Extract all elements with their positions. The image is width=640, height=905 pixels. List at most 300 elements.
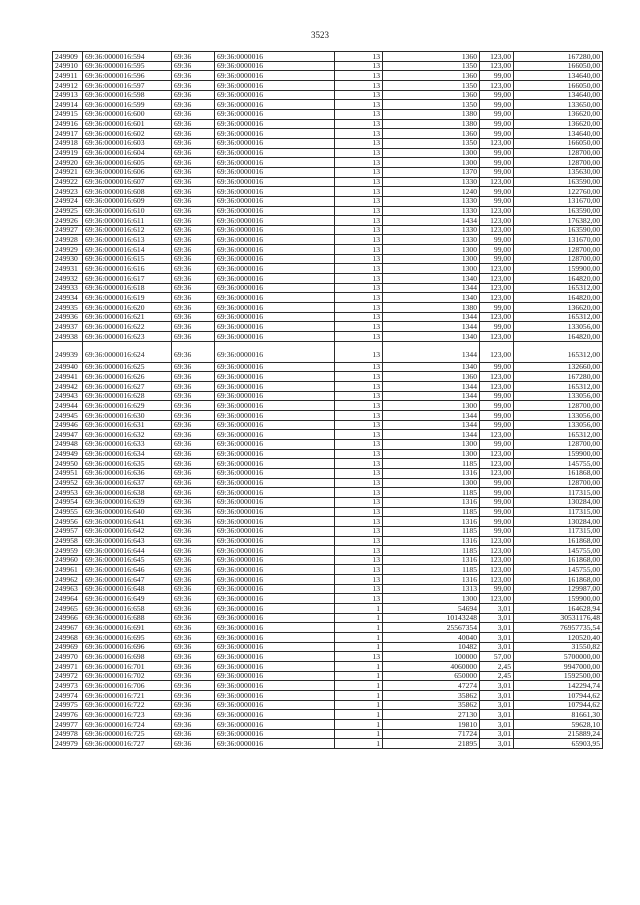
row-number-cell: 249977 bbox=[53, 719, 83, 729]
cadastral-value-cell: 122760,00 bbox=[514, 187, 603, 197]
row-number-cell: 249958 bbox=[53, 536, 83, 546]
area-cell: 1340 bbox=[383, 332, 480, 342]
cadastral-value-cell: 166050,00 bbox=[514, 61, 603, 71]
cadastral-quarter-cell: 69:36:0000016 bbox=[215, 623, 335, 633]
unit-value-cell: 123,00 bbox=[480, 594, 514, 604]
zone-number-cell: 1 bbox=[335, 691, 383, 701]
row-number-cell: 249924 bbox=[53, 196, 83, 206]
area-cell: 1313 bbox=[383, 584, 480, 594]
row-number-cell: 249948 bbox=[53, 439, 83, 449]
cadastral-value-cell: 166050,00 bbox=[514, 80, 603, 90]
unit-value-cell: 99,00 bbox=[480, 488, 514, 498]
unit-value-cell: 123,00 bbox=[480, 80, 514, 90]
table-row bbox=[53, 401, 603, 411]
cadastral-quarter-cell: 69:36:0000016 bbox=[215, 341, 335, 362]
area-cell: 1350 bbox=[383, 80, 480, 90]
cadastral-quarter-cell: 69:36:0000016 bbox=[215, 71, 335, 81]
unit-value-cell: 99,00 bbox=[480, 187, 514, 197]
cadastral-value-cell: 161868,00 bbox=[514, 575, 603, 585]
unit-value-cell: 123,00 bbox=[480, 206, 514, 216]
district-code-cell: 69:36 bbox=[172, 158, 215, 168]
zone-number-cell: 1 bbox=[335, 671, 383, 681]
row-number-cell: 249932 bbox=[53, 274, 83, 284]
zone-number-cell: 13 bbox=[335, 449, 383, 459]
cadastral-quarter-cell: 69:36:0000016 bbox=[215, 439, 335, 449]
cadastral-value-cell: 161868,00 bbox=[514, 555, 603, 565]
table-row bbox=[53, 254, 603, 264]
zone-number-cell: 13 bbox=[335, 526, 383, 536]
zone-number-cell: 13 bbox=[335, 264, 383, 274]
cadastral-number-cell: 69:36:0000016:624 bbox=[83, 341, 172, 362]
row-number-cell: 249930 bbox=[53, 254, 83, 264]
cadastral-number-cell: 69:36:0000016:600 bbox=[83, 109, 172, 119]
cadastral-number-cell: 69:36:0000016:631 bbox=[83, 420, 172, 430]
area-cell: 1316 bbox=[383, 536, 480, 546]
district-code-cell: 69:36 bbox=[172, 245, 215, 255]
row-number-cell: 249928 bbox=[53, 235, 83, 245]
district-code-cell: 69:36 bbox=[172, 100, 215, 110]
unit-value-cell: 123,00 bbox=[480, 216, 514, 226]
unit-value-cell: 99,00 bbox=[480, 517, 514, 527]
district-code-cell: 69:36 bbox=[172, 729, 215, 739]
cadastral-number-cell: 69:36:0000016:642 bbox=[83, 526, 172, 536]
zone-number-cell: 13 bbox=[335, 100, 383, 110]
zone-number-cell: 13 bbox=[335, 410, 383, 420]
area-cell: 1300 bbox=[383, 478, 480, 488]
table-row bbox=[53, 80, 603, 90]
table-row bbox=[53, 633, 603, 643]
unit-value-cell: 99,00 bbox=[480, 119, 514, 129]
cadastral-number-cell: 69:36:0000016:636 bbox=[83, 468, 172, 478]
zone-number-cell: 13 bbox=[335, 420, 383, 430]
cadastral-quarter-cell: 69:36:0000016 bbox=[215, 322, 335, 332]
cadastral-number-cell: 69:36:0000016:701 bbox=[83, 662, 172, 672]
row-number-cell: 249964 bbox=[53, 594, 83, 604]
unit-value-cell: 99,00 bbox=[480, 526, 514, 536]
cadastral-number-cell: 69:36:0000016:623 bbox=[83, 332, 172, 342]
cadastral-number-cell: 69:36:0000016:612 bbox=[83, 225, 172, 235]
cadastral-quarter-cell: 69:36:0000016 bbox=[215, 129, 335, 139]
cadastral-quarter-cell: 69:36:0000016 bbox=[215, 642, 335, 652]
cadastral-value-cell: 145755,00 bbox=[514, 565, 603, 575]
table-row bbox=[53, 264, 603, 274]
cadastral-value-cell: 128700,00 bbox=[514, 439, 603, 449]
unit-value-cell: 123,00 bbox=[480, 312, 514, 322]
cadastral-number-cell: 69:36:0000016:691 bbox=[83, 623, 172, 633]
cadastral-quarter-cell: 69:36:0000016 bbox=[215, 52, 335, 62]
cadastral-value-cell: 167280,00 bbox=[514, 52, 603, 62]
cadastral-quarter-cell: 69:36:0000016 bbox=[215, 206, 335, 216]
unit-value-cell: 99,00 bbox=[480, 478, 514, 488]
cadastral-quarter-cell: 69:36:0000016 bbox=[215, 430, 335, 440]
district-code-cell: 69:36 bbox=[172, 187, 215, 197]
cadastral-quarter-cell: 69:36:0000016 bbox=[215, 633, 335, 643]
cadastral-quarter-cell: 69:36:0000016 bbox=[215, 158, 335, 168]
cadastral-quarter-cell: 69:36:0000016 bbox=[215, 225, 335, 235]
zone-number-cell: 1 bbox=[335, 633, 383, 643]
unit-value-cell: 99,00 bbox=[480, 322, 514, 332]
cadastral-quarter-cell: 69:36:0000016 bbox=[215, 332, 335, 342]
district-code-cell: 69:36 bbox=[172, 565, 215, 575]
cadastral-value-cell: 163590,00 bbox=[514, 206, 603, 216]
table-row bbox=[53, 526, 603, 536]
area-cell: 1360 bbox=[383, 90, 480, 100]
area-cell: 100000 bbox=[383, 652, 480, 662]
cadastral-quarter-cell: 69:36:0000016 bbox=[215, 497, 335, 507]
row-number-cell: 249929 bbox=[53, 245, 83, 255]
row-number-cell: 249941 bbox=[53, 372, 83, 382]
cadastral-number-cell: 69:36:0000016:597 bbox=[83, 80, 172, 90]
cadastral-value-cell: 129987,00 bbox=[514, 584, 603, 594]
zone-number-cell: 13 bbox=[335, 254, 383, 264]
area-cell: 1330 bbox=[383, 177, 480, 187]
unit-value-cell: 123,00 bbox=[480, 575, 514, 585]
district-code-cell: 69:36 bbox=[172, 642, 215, 652]
cadastral-value-cell: 161868,00 bbox=[514, 468, 603, 478]
row-number-cell: 249935 bbox=[53, 303, 83, 313]
district-code-cell: 69:36 bbox=[172, 196, 215, 206]
unit-value-cell: 3,01 bbox=[480, 681, 514, 691]
table-row bbox=[53, 293, 603, 303]
district-code-cell: 69:36 bbox=[172, 449, 215, 459]
table-row bbox=[53, 119, 603, 129]
cadastral-number-cell: 69:36:0000016:648 bbox=[83, 584, 172, 594]
cadastral-value-cell: 159900,00 bbox=[514, 264, 603, 274]
cadastral-quarter-cell: 69:36:0000016 bbox=[215, 710, 335, 720]
area-cell: 1344 bbox=[383, 283, 480, 293]
cadastral-number-cell: 69:36:0000016:626 bbox=[83, 372, 172, 382]
zone-number-cell: 13 bbox=[335, 148, 383, 158]
cadastral-number-cell: 69:36:0000016:614 bbox=[83, 245, 172, 255]
zone-number-cell: 1 bbox=[335, 613, 383, 623]
table-row bbox=[53, 382, 603, 392]
cadastral-quarter-cell: 69:36:0000016 bbox=[215, 488, 335, 498]
table-row bbox=[53, 177, 603, 187]
district-code-cell: 69:36 bbox=[172, 488, 215, 498]
cadastral-number-cell: 69:36:0000016:645 bbox=[83, 555, 172, 565]
cadastral-number-cell: 69:36:0000016:606 bbox=[83, 167, 172, 177]
area-cell: 1185 bbox=[383, 488, 480, 498]
cadastral-number-cell: 69:36:0000016:622 bbox=[83, 322, 172, 332]
cadastral-number-cell: 69:36:0000016:625 bbox=[83, 362, 172, 372]
table-row bbox=[53, 341, 603, 362]
cadastral-value-cell: 136620,00 bbox=[514, 119, 603, 129]
table-row bbox=[53, 536, 603, 546]
zone-number-cell: 13 bbox=[335, 235, 383, 245]
row-number-cell: 249967 bbox=[53, 623, 83, 633]
cadastral-quarter-cell: 69:36:0000016 bbox=[215, 138, 335, 148]
table-row bbox=[53, 225, 603, 235]
unit-value-cell: 123,00 bbox=[480, 332, 514, 342]
district-code-cell: 69:36 bbox=[172, 372, 215, 382]
cadastral-quarter-cell: 69:36:0000016 bbox=[215, 594, 335, 604]
zone-number-cell: 13 bbox=[335, 71, 383, 81]
area-cell: 1330 bbox=[383, 196, 480, 206]
zone-number-cell: 13 bbox=[335, 362, 383, 372]
table-row bbox=[53, 459, 603, 469]
zone-number-cell: 13 bbox=[335, 129, 383, 139]
zone-number-cell: 13 bbox=[335, 158, 383, 168]
cadastral-number-cell: 69:36:0000016:634 bbox=[83, 449, 172, 459]
area-cell: 1340 bbox=[383, 293, 480, 303]
area-cell: 1316 bbox=[383, 468, 480, 478]
unit-value-cell: 3,01 bbox=[480, 613, 514, 623]
cadastral-number-cell: 69:36:0000016:621 bbox=[83, 312, 172, 322]
zone-number-cell: 13 bbox=[335, 109, 383, 119]
district-code-cell: 69:36 bbox=[172, 90, 215, 100]
table-row bbox=[53, 739, 603, 749]
district-code-cell: 69:36 bbox=[172, 332, 215, 342]
unit-value-cell: 3,01 bbox=[480, 633, 514, 643]
unit-value-cell: 123,00 bbox=[480, 61, 514, 71]
area-cell: 1350 bbox=[383, 61, 480, 71]
unit-value-cell: 123,00 bbox=[480, 225, 514, 235]
cadastral-value-cell: 117315,00 bbox=[514, 507, 603, 517]
area-cell: 1300 bbox=[383, 148, 480, 158]
unit-value-cell: 123,00 bbox=[480, 459, 514, 469]
area-cell: 1300 bbox=[383, 439, 480, 449]
cadastral-number-cell: 69:36:0000016:638 bbox=[83, 488, 172, 498]
zone-number-cell: 13 bbox=[335, 332, 383, 342]
district-code-cell: 69:36 bbox=[172, 662, 215, 672]
district-code-cell: 69:36 bbox=[172, 52, 215, 62]
zone-number-cell: 13 bbox=[335, 274, 383, 284]
unit-value-cell: 99,00 bbox=[480, 507, 514, 517]
unit-value-cell: 123,00 bbox=[480, 468, 514, 478]
cadastral-number-cell: 69:36:0000016:617 bbox=[83, 274, 172, 284]
cadastral-number-cell: 69:36:0000016:721 bbox=[83, 691, 172, 701]
cadastral-number-cell: 69:36:0000016:643 bbox=[83, 536, 172, 546]
table-row bbox=[53, 671, 603, 681]
cadastral-number-cell: 69:36:0000016:605 bbox=[83, 158, 172, 168]
cadastral-number-cell: 69:36:0000016:608 bbox=[83, 187, 172, 197]
cadastral-value-cell: 165312,00 bbox=[514, 312, 603, 322]
district-code-cell: 69:36 bbox=[172, 322, 215, 332]
cadastral-quarter-cell: 69:36:0000016 bbox=[215, 565, 335, 575]
table-row bbox=[53, 681, 603, 691]
table-row bbox=[53, 642, 603, 652]
zone-number-cell: 13 bbox=[335, 80, 383, 90]
cadastral-number-cell: 69:36:0000016:633 bbox=[83, 439, 172, 449]
cadastral-quarter-cell: 69:36:0000016 bbox=[215, 391, 335, 401]
area-cell: 1185 bbox=[383, 526, 480, 536]
district-code-cell: 69:36 bbox=[172, 546, 215, 556]
cadastral-quarter-cell: 69:36:0000016 bbox=[215, 119, 335, 129]
cadastral-number-cell: 69:36:0000016:609 bbox=[83, 196, 172, 206]
district-code-cell: 69:36 bbox=[172, 555, 215, 565]
district-code-cell: 69:36 bbox=[172, 235, 215, 245]
area-cell: 1330 bbox=[383, 225, 480, 235]
cadastral-quarter-cell: 69:36:0000016 bbox=[215, 235, 335, 245]
unit-value-cell: 3,01 bbox=[480, 729, 514, 739]
cadastral-quarter-cell: 69:36:0000016 bbox=[215, 739, 335, 749]
table-row bbox=[53, 420, 603, 430]
area-cell: 1380 bbox=[383, 119, 480, 129]
cadastral-value-cell: 128700,00 bbox=[514, 254, 603, 264]
page-number: 3523 bbox=[311, 30, 329, 40]
cadastral-value-cell: 165312,00 bbox=[514, 341, 603, 362]
area-cell: 47274 bbox=[383, 681, 480, 691]
area-cell: 1344 bbox=[383, 312, 480, 322]
unit-value-cell: 99,00 bbox=[480, 391, 514, 401]
cadastral-quarter-cell: 69:36:0000016 bbox=[215, 719, 335, 729]
row-number-cell: 249938 bbox=[53, 332, 83, 342]
district-code-cell: 69:36 bbox=[172, 517, 215, 527]
cadastral-number-cell: 69:36:0000016:596 bbox=[83, 71, 172, 81]
unit-value-cell: 3,01 bbox=[480, 719, 514, 729]
zone-number-cell: 13 bbox=[335, 507, 383, 517]
cadastral-value-cell: 131670,00 bbox=[514, 235, 603, 245]
cadastral-number-cell: 69:36:0000016:616 bbox=[83, 264, 172, 274]
cadastral-value-cell: 128700,00 bbox=[514, 158, 603, 168]
district-code-cell: 69:36 bbox=[172, 681, 215, 691]
cadastral-number-cell: 69:36:0000016:646 bbox=[83, 565, 172, 575]
cadastral-value-cell: 133056,00 bbox=[514, 391, 603, 401]
cadastral-number-cell: 69:36:0000016:618 bbox=[83, 283, 172, 293]
cadastral-number-cell: 69:36:0000016:658 bbox=[83, 604, 172, 614]
unit-value-cell: 99,00 bbox=[480, 497, 514, 507]
zone-number-cell: 1 bbox=[335, 623, 383, 633]
table-row bbox=[53, 604, 603, 614]
cadastral-number-cell: 69:36:0000016:611 bbox=[83, 216, 172, 226]
zone-number-cell: 13 bbox=[335, 206, 383, 216]
cadastral-value-cell: 166050,00 bbox=[514, 138, 603, 148]
cadastral-quarter-cell: 69:36:0000016 bbox=[215, 80, 335, 90]
row-number-cell: 249962 bbox=[53, 575, 83, 585]
table-row bbox=[53, 148, 603, 158]
cadastral-value-cell: 145755,00 bbox=[514, 459, 603, 469]
zone-number-cell: 13 bbox=[335, 293, 383, 303]
cadastral-value-cell: 159900,00 bbox=[514, 594, 603, 604]
cadastral-value-cell: 164820,00 bbox=[514, 274, 603, 284]
table-row bbox=[53, 555, 603, 565]
district-code-cell: 69:36 bbox=[172, 594, 215, 604]
area-cell: 54694 bbox=[383, 604, 480, 614]
cadastral-number-cell: 69:36:0000016:639 bbox=[83, 497, 172, 507]
table-row bbox=[53, 100, 603, 110]
district-code-cell: 69:36 bbox=[172, 254, 215, 264]
table-row bbox=[53, 391, 603, 401]
cadastral-number-cell: 69:36:0000016:628 bbox=[83, 391, 172, 401]
row-number-cell: 249946 bbox=[53, 420, 83, 430]
zone-number-cell: 1 bbox=[335, 710, 383, 720]
cadastral-value-cell: 136620,00 bbox=[514, 303, 603, 313]
area-cell: 25567354 bbox=[383, 623, 480, 633]
table-row bbox=[53, 196, 603, 206]
zone-number-cell: 13 bbox=[335, 468, 383, 478]
zone-number-cell: 13 bbox=[335, 488, 383, 498]
cadastral-quarter-cell: 69:36:0000016 bbox=[215, 216, 335, 226]
cadastral-value-cell: 9947000,00 bbox=[514, 662, 603, 672]
cadastral-value-cell: 134640,00 bbox=[514, 71, 603, 81]
cadastral-quarter-cell: 69:36:0000016 bbox=[215, 691, 335, 701]
table-row bbox=[53, 167, 603, 177]
table-row bbox=[53, 322, 603, 332]
cadastral-value-cell: 76957735,54 bbox=[514, 623, 603, 633]
row-number-cell: 249936 bbox=[53, 312, 83, 322]
area-cell: 1185 bbox=[383, 565, 480, 575]
cadastral-number-cell: 69:36:0000016:598 bbox=[83, 90, 172, 100]
district-code-cell: 69:36 bbox=[172, 61, 215, 71]
district-code-cell: 69:36 bbox=[172, 341, 215, 362]
cadastral-value-cell: 31550,82 bbox=[514, 642, 603, 652]
cadastral-value-cell: 176382,00 bbox=[514, 216, 603, 226]
area-cell: 1360 bbox=[383, 372, 480, 382]
unit-value-cell: 99,00 bbox=[480, 196, 514, 206]
row-number-cell: 249979 bbox=[53, 739, 83, 749]
zone-number-cell: 13 bbox=[335, 575, 383, 585]
zone-number-cell: 13 bbox=[335, 283, 383, 293]
district-code-cell: 69:36 bbox=[172, 468, 215, 478]
cadastral-value-cell: 120520,40 bbox=[514, 633, 603, 643]
cadastral-quarter-cell: 69:36:0000016 bbox=[215, 478, 335, 488]
cadastral-number-cell: 69:36:0000016:607 bbox=[83, 177, 172, 187]
unit-value-cell: 123,00 bbox=[480, 565, 514, 575]
district-code-cell: 69:36 bbox=[172, 401, 215, 411]
zone-number-cell: 13 bbox=[335, 52, 383, 62]
unit-value-cell: 2,45 bbox=[480, 671, 514, 681]
table-row bbox=[53, 52, 603, 62]
cadastral-value-cell: 159900,00 bbox=[514, 449, 603, 459]
area-cell: 4060000 bbox=[383, 662, 480, 672]
table-row bbox=[53, 283, 603, 293]
table-row bbox=[53, 584, 603, 594]
cadastral-value-cell: 134640,00 bbox=[514, 129, 603, 139]
row-number-cell: 249973 bbox=[53, 681, 83, 691]
unit-value-cell: 123,00 bbox=[480, 430, 514, 440]
cadastral-number-cell: 69:36:0000016:632 bbox=[83, 430, 172, 440]
cadastral-quarter-cell: 69:36:0000016 bbox=[215, 148, 335, 158]
row-number-cell: 249912 bbox=[53, 80, 83, 90]
cadastral-quarter-cell: 69:36:0000016 bbox=[215, 526, 335, 536]
row-number-cell: 249961 bbox=[53, 565, 83, 575]
district-code-cell: 69:36 bbox=[172, 206, 215, 216]
district-code-cell: 69:36 bbox=[172, 167, 215, 177]
unit-value-cell: 3,01 bbox=[480, 623, 514, 633]
row-number-cell: 249951 bbox=[53, 468, 83, 478]
area-cell: 71724 bbox=[383, 729, 480, 739]
unit-value-cell: 123,00 bbox=[480, 264, 514, 274]
district-code-cell: 69:36 bbox=[172, 700, 215, 710]
unit-value-cell: 3,01 bbox=[480, 700, 514, 710]
table-row bbox=[53, 332, 603, 342]
row-number-cell: 249921 bbox=[53, 167, 83, 177]
area-cell: 19810 bbox=[383, 719, 480, 729]
cadastral-quarter-cell: 69:36:0000016 bbox=[215, 575, 335, 585]
cadastral-value-cell: 161868,00 bbox=[514, 536, 603, 546]
row-number-cell: 249944 bbox=[53, 401, 83, 411]
unit-value-cell: 123,00 bbox=[480, 52, 514, 62]
unit-value-cell: 99,00 bbox=[480, 71, 514, 81]
area-cell: 1300 bbox=[383, 254, 480, 264]
table-row bbox=[53, 652, 603, 662]
area-cell: 1350 bbox=[383, 100, 480, 110]
district-code-cell: 69:36 bbox=[172, 604, 215, 614]
zone-number-cell: 13 bbox=[335, 119, 383, 129]
cadastral-value-cell: 130284,00 bbox=[514, 517, 603, 527]
district-code-cell: 69:36 bbox=[172, 71, 215, 81]
unit-value-cell: 123,00 bbox=[480, 177, 514, 187]
zone-number-cell: 13 bbox=[335, 177, 383, 187]
zone-number-cell: 1 bbox=[335, 604, 383, 614]
cadastral-quarter-cell: 69:36:0000016 bbox=[215, 729, 335, 739]
district-code-cell: 69:36 bbox=[172, 225, 215, 235]
zone-number-cell: 13 bbox=[335, 138, 383, 148]
area-cell: 27130 bbox=[383, 710, 480, 720]
table-row bbox=[53, 700, 603, 710]
district-code-cell: 69:36 bbox=[172, 613, 215, 623]
row-number-cell: 249978 bbox=[53, 729, 83, 739]
